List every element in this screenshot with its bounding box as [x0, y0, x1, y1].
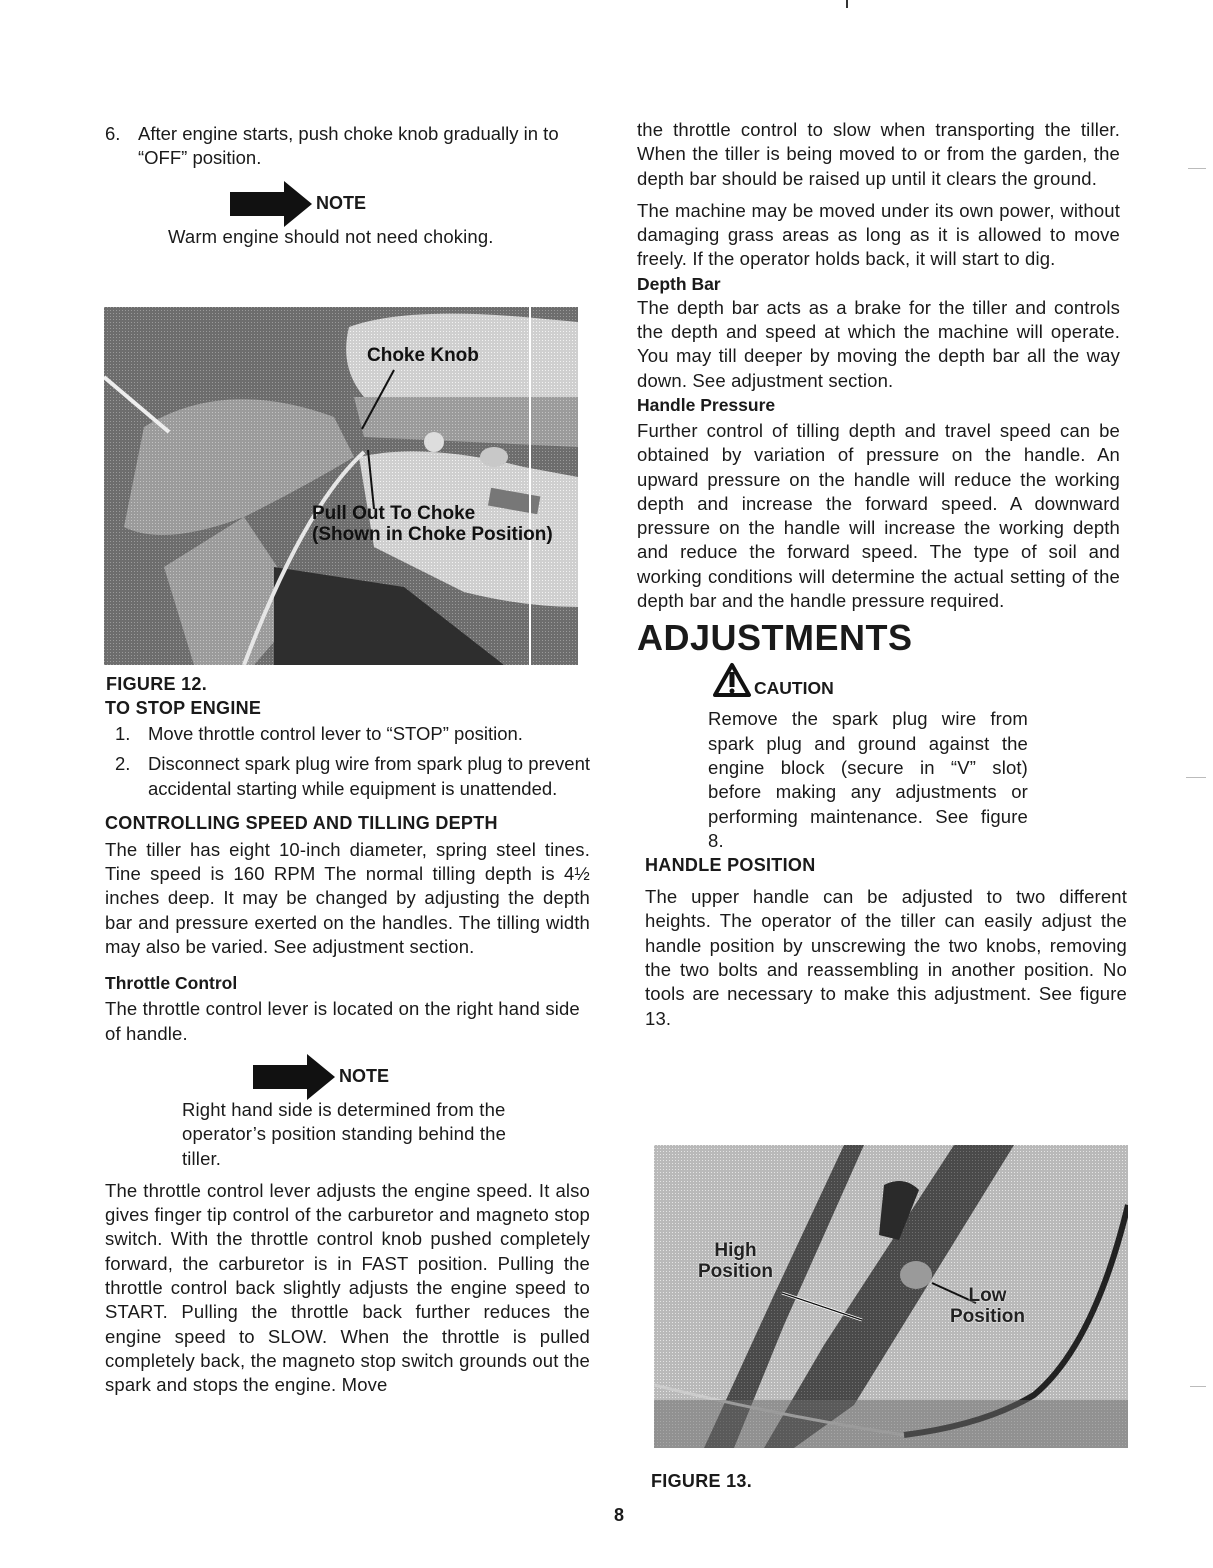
left-column — [105, 122, 590, 249]
adjustments-title: ADJUSTMENTS — [637, 617, 913, 659]
scan-mark — [846, 0, 848, 8]
callout-low-line2: Position — [950, 1306, 1025, 1327]
caution-header — [712, 662, 1120, 703]
choke-photo — [104, 307, 578, 665]
callout-pull-out-line1: Pull Out To Choke — [312, 503, 476, 524]
step-number: 2. — [115, 753, 131, 775]
handle-position-text: The upper handle can be adjusted to two different heights. The operator of the tiller can easily adjust the handle position by unscrewing the two knobs, removing the two bolts and reassembling in another position. No tools are necessary to make this adjustment. See figure 13. — [645, 886, 1127, 1029]
throttle-location-text: The throttle control lever is located on the right hand side of handle. — [105, 998, 580, 1044]
callout-low-position — [950, 1285, 1025, 1327]
callout-pull-out-line2: (Shown in Choke Position) — [312, 524, 553, 545]
handle-pressure-heading: Handle Pressure — [637, 394, 776, 415]
throttle-detail-text: The throttle control lever adjusts the engine speed. It also gives finger tip control of the carburetor and magneto stop switch. With the throttle control knob pushed completely forward, the carburetor is in FAST position. Pulling the throttle control back slightly adjusts the engine speed to START. Pulling the throttle back further reduces the engine speed to SLOW. When the throttle is pulled completely back, the magneto stop switch grounds out the spark and stops the engine. Move — [105, 1179, 590, 1396]
caution-text: Remove the spark plug wire from spark plug and ground against the engine block (secure in “V” slot) before making any adjustments or performing maintenance. See figure 8. — [708, 708, 1028, 851]
margin-mark — [1186, 777, 1206, 778]
callout-choke-knob: Choke Knob — [367, 345, 479, 366]
note-text: Warm engine should not need choking. — [168, 225, 494, 247]
note-warm-engine — [230, 181, 590, 227]
note-header — [230, 181, 590, 227]
step-text: After engine starts, push choke knob gradually in to “OFF” position. — [138, 123, 559, 169]
callout-high-line2: Position — [698, 1261, 773, 1282]
figure-13-photo — [654, 1145, 1128, 1448]
callout-high-position — [698, 1240, 773, 1282]
right-column — [637, 118, 1127, 1031]
depth-bar-heading: Depth Bar — [637, 273, 721, 294]
margin-mark — [1190, 1386, 1206, 1387]
note-text: Right hand side is determined from the operator’s position standing behind the tiller. — [182, 1098, 507, 1169]
machine-power-text: The machine may be moved under its own power, without damaging grass areas as long as it is allowed to move freely. If the operator holds back, it will start to dig. — [637, 199, 1120, 270]
caution-label: CAUTION — [754, 678, 834, 699]
note-label: NOTE — [316, 193, 367, 214]
callout-high-line1: High — [714, 1240, 757, 1261]
arrow-right-icon — [253, 1054, 335, 1100]
note-label: NOTE — [339, 1066, 390, 1087]
stop-engine-section — [105, 696, 590, 1398]
step-number: 1. — [115, 723, 131, 744]
handle-photo — [654, 1145, 1128, 1448]
handle-pressure-text: Further control of tilling depth and travel speed can be obtained by variation of pressure on the handle. An upward pressure on the handle will reduce the working depth and increase the forward speed. A downward pressure on the handle will increase the working depth and reduce the forward speed. The type of soil and working conditions will determine the actual setting of the depth bar and the handle pressure required. — [637, 419, 1120, 612]
handle-position-heading: HANDLE POSITION — [645, 855, 816, 876]
stop-step-2 — [115, 752, 590, 801]
margin-mark — [1188, 168, 1206, 169]
figure-12-caption: FIGURE 12. — [106, 674, 208, 694]
step-text: Disconnect spark plug wire from spark plug to prevent accidental starting while equipment is unattended. — [148, 753, 590, 799]
step-text: Move throttle control lever to “STOP” position. — [148, 723, 523, 744]
callout-low-line1: Low — [968, 1285, 1007, 1306]
step-number: 6. — [105, 123, 121, 144]
transport-text: the throttle control to slow when transporting the tiller. When the tiller is being moved to or from the garden, the depth bar should be raised up until it clears the ground. — [637, 119, 1120, 189]
depth-bar-text: The depth bar acts as a brake for the tiller and controls the depth and speed at which the machine will operate. You may till deeper by moving the depth bar all the way down. See adjustment section. — [637, 296, 1120, 391]
controlling-heading: CONTROLLING SPEED AND TILLING DEPTH — [105, 812, 498, 833]
step-6 — [105, 122, 585, 171]
controlling-text: The tiller has eight 10-inch diameter, spring steel tines. Tine speed is 160 RPM The normal tilling depth is 4½ inches deep. It may be changed by adjusting the depth bar and pressure exerted on the handles. The tilling width may also be varied. See adjustment section. — [105, 838, 590, 958]
throttle-control-heading: Throttle Control — [105, 973, 238, 994]
note-right-hand — [253, 1054, 590, 1100]
stop-step-1 — [115, 722, 590, 746]
page-number: 8 — [614, 1505, 625, 1525]
figure-12-photo — [104, 307, 578, 665]
stop-engine-heading: TO STOP ENGINE — [105, 698, 262, 718]
figure-13-caption: FIGURE 13. — [651, 1471, 753, 1491]
arrow-right-icon — [230, 181, 312, 227]
warning-triangle-icon — [712, 662, 752, 703]
